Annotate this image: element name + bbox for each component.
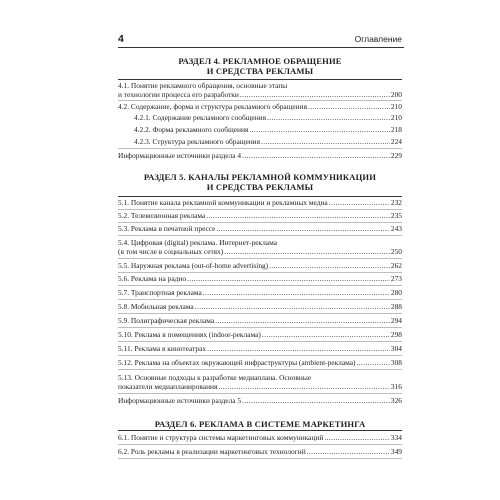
toc-entry-title: 5.12. Реклама на объектах окружающей инфраструктуры (ambient-реклама) (118, 358, 356, 367)
toc-entry-line (118, 396, 402, 405)
entry-divider (118, 313, 402, 314)
toc-entry-title: 5.6. Реклама на радио (118, 274, 187, 283)
toc-entry-title: 5.3. Реклама в печатной прессе (118, 224, 216, 233)
toc-entry-title: 5.7. Транспортная реклама (118, 288, 202, 297)
toc-page-number: 229 (390, 151, 402, 160)
toc-page-number: 218 (390, 125, 402, 134)
toc-entry-title: показатели медиапланирования (118, 382, 218, 392)
dot-leader (267, 113, 390, 122)
toc-entry (118, 274, 402, 283)
toc-entry-line (118, 211, 402, 220)
toc-entry-title: 5.1. Понятие канала рекламной коммуникации и рекламных медиа (118, 198, 328, 207)
dot-leader (206, 211, 390, 220)
toc-page-number: 250 (390, 247, 402, 257)
toc-entry-line (118, 247, 402, 256)
toc-entry-line (118, 81, 402, 90)
toc-page-number: 200 (390, 90, 402, 100)
toc-entry-title: 6.1. Понятие и структура системы маркетинговых коммуникаций (118, 433, 324, 442)
toc-entry-title: 4.2. Содержание, форма и структура рекламного обращения (118, 102, 307, 111)
toc-entry-line (118, 316, 402, 325)
toc-entry (118, 358, 402, 367)
dot-leader (242, 396, 390, 405)
toc-entry-line (118, 433, 402, 442)
toc-entry (118, 330, 402, 339)
toc-entry (118, 316, 402, 325)
dot-leader (207, 344, 390, 353)
toc-entry-title: 5.10. Реклама в помещениях (indoor-реклама) (118, 330, 261, 339)
dot-leader (249, 125, 390, 134)
section-title: РАЗДЕЛ 6. РЕКЛАМА В СИСТЕМЕ МАРКЕТИНГА (154, 419, 366, 429)
dot-leader (187, 274, 390, 283)
entry-divider (118, 285, 402, 286)
toc-page-number: 224 (390, 137, 402, 146)
dot-leader (240, 90, 390, 99)
dot-leader (218, 382, 390, 391)
toc-entry (118, 102, 402, 111)
toc-page-number: 298 (390, 330, 402, 339)
toc-entry-line (118, 302, 402, 311)
toc-entry-title: 5.13. Основные подходы к разработке медиаплана. Основные (118, 373, 312, 382)
toc-entry (118, 396, 402, 405)
toc-page-number: 316 (390, 382, 402, 392)
dot-leader (324, 433, 390, 442)
dot-leader (262, 330, 390, 339)
entry-divider (118, 341, 402, 342)
toc-entry (118, 447, 402, 456)
section-rule (118, 430, 402, 431)
section-rule (118, 79, 402, 80)
entry-divider (118, 222, 402, 223)
toc-entry (118, 288, 402, 297)
entry-divider (118, 258, 402, 259)
entry-divider (118, 209, 402, 210)
toc-entry-line (118, 373, 402, 382)
dot-leader (224, 247, 390, 256)
entry-divider (118, 444, 402, 445)
entry-divider (118, 299, 402, 300)
entry-divider (118, 393, 402, 394)
page-number: 4 (118, 33, 124, 45)
toc-entry-line (118, 261, 402, 270)
section-title: И СРЕДСТВА РЕКЛАМЫ (206, 182, 314, 192)
dot-leader (261, 137, 390, 146)
toc-entry-title: 5.8. Мобильная реклама (118, 302, 194, 311)
toc-entry-title: Информационные источники раздела 5 (118, 396, 242, 405)
section-title: РАЗДЕЛ 4. РЕКЛАМНОЕ ОБРАЩЕНИЕ (178, 56, 342, 66)
toc-entry-line (118, 238, 402, 247)
entry-divider (118, 369, 402, 370)
toc-page-number: 280 (390, 288, 402, 297)
entry-divider (118, 148, 402, 149)
entry-divider (118, 100, 402, 101)
toc-entry-line (118, 382, 402, 391)
dot-leader (269, 261, 390, 270)
toc-entry (118, 211, 402, 220)
toc-entry (118, 81, 402, 100)
toc-entry-title: 4.2.2. Форма рекламного сообщения (134, 125, 249, 134)
entry-divider (118, 235, 402, 236)
toc-entry-line (134, 113, 402, 122)
dot-leader (308, 102, 390, 111)
toc-entry-line (118, 274, 402, 283)
toc-entry-title: 4.1. Понятие рекламного обращения, основные этапы (118, 81, 288, 90)
toc-entry-line (134, 125, 402, 134)
toc-entry-title: 5.11. Реклама в кинотеатрах (118, 344, 207, 353)
toc-entry-title: 5.4. Цифровая (digital) реклама. Интернет-реклама (118, 238, 277, 247)
toc-entry-line (134, 137, 402, 146)
toc-entry-line (118, 447, 402, 456)
dot-leader (216, 224, 389, 233)
toc-page-number: 235 (390, 211, 402, 220)
toc-entry-line (118, 102, 402, 111)
section-rule (118, 196, 402, 197)
dot-leader (307, 447, 390, 456)
dot-leader (203, 288, 390, 297)
toc-entry-title: 4.2.3. Структура рекламного обращения (134, 137, 261, 146)
toc-entry-title: 4.2.1. Содержание рекламного сообщения (134, 113, 267, 122)
toc-page-number: 210 (390, 102, 402, 111)
dot-leader (195, 302, 390, 311)
toc-entry-title: 5.2. Телевизионная реклама (118, 211, 206, 220)
toc-entry-title: и технологии процесса его разработки (118, 90, 239, 100)
toc-entry (134, 125, 402, 134)
toc-entry-line (118, 288, 402, 297)
toc-page-number: 232 (390, 198, 402, 207)
dot-leader (242, 151, 390, 160)
section-title: РАЗДЕЛ 5. КАНАЛЫ РЕКЛАМНОЙ КОММУНИКАЦИИ (143, 172, 377, 182)
toc-page-number: 304 (390, 344, 402, 353)
dot-leader (215, 316, 390, 325)
toc-entry-title: Информационные источники раздела 4 (118, 151, 242, 160)
entry-divider (118, 272, 402, 273)
toc-entry-title: 5.9. Полиграфическая реклама (118, 316, 215, 325)
toc-entry (118, 198, 402, 207)
toc-entry-title: (в том числе в социальных сетях) (118, 247, 224, 257)
toc-entry (134, 137, 402, 146)
toc-entry (118, 433, 402, 442)
toc-entry (118, 151, 402, 160)
toc-page-number: 326 (390, 396, 402, 405)
toc-page-number: 294 (390, 316, 402, 325)
toc-page-number: 262 (390, 261, 402, 270)
toc-entry-line (118, 90, 402, 99)
toc-entry-line (118, 344, 402, 353)
toc-page-number: 210 (390, 113, 402, 122)
entry-divider (118, 458, 402, 459)
running-title: Оглавление (354, 34, 402, 44)
toc-page-number: 308 (390, 358, 402, 367)
toc-entry-line (118, 358, 402, 367)
toc-entry (134, 113, 402, 122)
toc-page-number: 273 (390, 274, 402, 283)
entry-divider (118, 355, 402, 356)
toc-entry-line (118, 224, 402, 233)
toc-page-number: 334 (390, 433, 402, 442)
toc-entry-title: 6.2. Роль рекламы в реализации маркетинговых технологий (118, 447, 306, 456)
dot-leader (357, 358, 390, 367)
toc-entry-line (118, 198, 402, 207)
toc-entry (118, 344, 402, 353)
entry-divider (118, 327, 402, 328)
toc-page-number: 349 (390, 447, 402, 456)
toc-entry-title: 5.5. Наружная реклама (out-of-home advertising) (118, 261, 269, 270)
toc-entry (118, 224, 402, 233)
section-title: И СРЕДСТВА РЕКЛАМЫ (206, 66, 314, 76)
table-of-contents (118, 0, 402, 500)
toc-entry (118, 261, 402, 270)
toc-entry (118, 238, 402, 257)
toc-entry (118, 373, 402, 392)
toc-entry-line (118, 151, 402, 160)
dot-leader (329, 198, 390, 207)
toc-entry (118, 302, 402, 311)
toc-page-number: 243 (390, 224, 402, 233)
toc-page-number: 288 (390, 302, 402, 311)
toc-entry-line (118, 330, 402, 339)
